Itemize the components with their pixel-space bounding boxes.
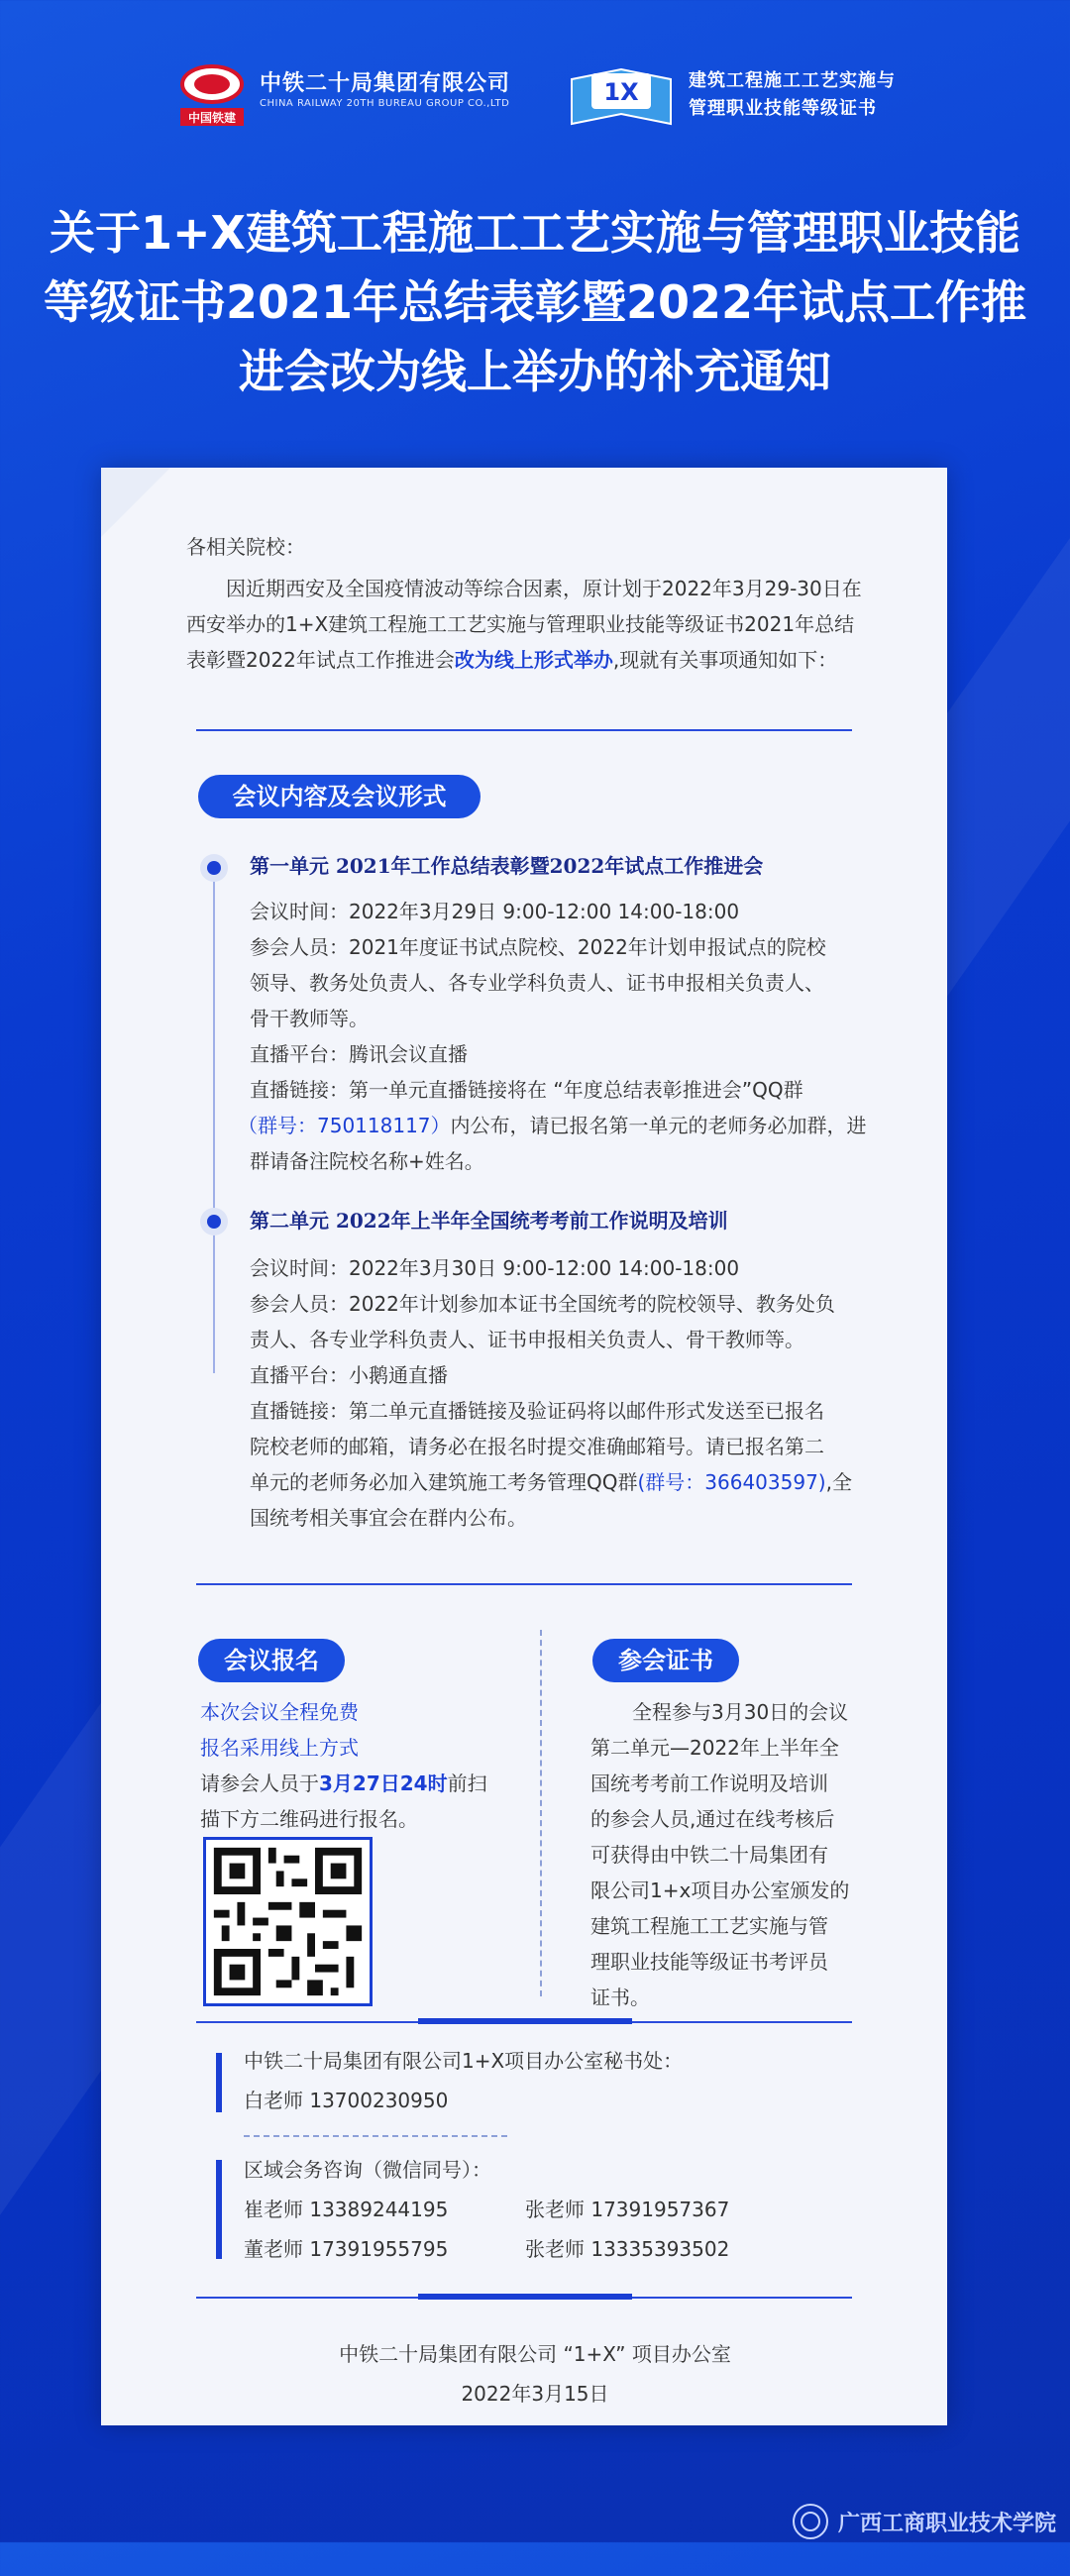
- unit1-platform: 直播平台：腾讯会议直播: [250, 1042, 468, 1066]
- unit1-time: 会议时间：2022年3月29日 9:00-12:00 14:00-18:00: [250, 900, 740, 923]
- unit2-participants: 参会人员：2022年计划参加本证书全国统考的院校领导、教务处负: [250, 1292, 835, 1316]
- unit1-link-3: 群请备注院校名称+姓名。: [250, 1149, 484, 1173]
- salutation: 各相关院校：: [186, 535, 305, 559]
- unit1-title: 第一单元 2021年工作总结表彰暨2022年试点工作推进会: [250, 854, 764, 878]
- qr-icon: [206, 1840, 370, 2003]
- intro-line-3: [186, 644, 837, 676]
- deadline-highlight: 3月27日24时: [319, 1771, 448, 1795]
- contact-zhang-2: 张老师 13335393502: [525, 2237, 730, 2261]
- unit1-link-2b: 内公布，请已报名第一单元的老师务必加群，进: [450, 1114, 867, 1137]
- timeline-line: [213, 868, 215, 1373]
- divider: [196, 1583, 852, 1585]
- unit2-participants-2: 责人、各专业学科负责人、证书申报相关负责人、骨干教师等。: [250, 1328, 804, 1351]
- column-divider: [540, 1630, 542, 1996]
- unit1-link-2: [238, 1110, 867, 1141]
- divider: [196, 729, 852, 731]
- book-1x-logo: [567, 59, 676, 131]
- divider-accent: [418, 2294, 632, 2300]
- cert-text-line: 理职业技能等级证书考评员: [590, 1950, 828, 1974]
- unit1-participants-2: 领导、教务处负责人、各专业学科负责人、证书申报相关负责人、: [250, 971, 824, 995]
- title-line-2: 等级证书2021年总结表彰暨2022年试点工作推: [43, 275, 1027, 329]
- title-line-1: 关于1+X建筑工程施工工艺实施与管理职业技能: [49, 206, 1020, 260]
- unit1-participants-3: 骨干教师等。: [250, 1007, 369, 1030]
- school-emblem-icon: [791, 2502, 830, 2541]
- certificate-pill: 参会证书: [592, 1639, 739, 1682]
- secretary-contact: 白老师 13700230950: [244, 2089, 449, 2112]
- register-scan: 描下方二维码进行报名。: [200, 1807, 418, 1831]
- cert-text-line: 限公司1+x项目办公室颁发的: [590, 1878, 850, 1902]
- section-meeting-pill: 会议内容及会议形式: [198, 775, 481, 818]
- online-highlight: 改为线上形式举办: [454, 648, 613, 672]
- card-corner: [101, 468, 170, 537]
- unit2-link-3c: ,全: [825, 1470, 852, 1494]
- unit2-link-4: 国统考相关事宜会在群内公布。: [250, 1506, 527, 1530]
- register-pill: 会议报名: [198, 1639, 345, 1682]
- unit1-link: 直播链接：第一单元直播链接将在 “年度总结表彰推进会”QQ群: [250, 1078, 803, 1102]
- regional-label: 区域会务咨询（微信同号）：: [244, 2158, 491, 2182]
- unit2-link: 直播链接：第二单元直播链接及验证码将以邮件形式发送至已报名: [250, 1399, 824, 1423]
- contact-bar: [216, 2053, 222, 2112]
- registration-qr-code[interactable]: [203, 1837, 373, 2006]
- intro-line-1: 因近期西安及全国疫情波动等综合因素，原计划于2022年3月29-30日在: [226, 577, 862, 600]
- school-name: 广西工商职业技术学院: [838, 2511, 1057, 2536]
- unit1-participants: 参会人员：2021年度证书试点院校、2022年计划申报试点的院校: [250, 935, 826, 959]
- contact-separator: [244, 2135, 507, 2137]
- cert-text-line: 全程参与3月30日的会议: [632, 1700, 849, 1724]
- company-name-en: CHINA RAILWAY 20TH BUREAU GROUP CO.,LTD: [260, 98, 510, 109]
- register-deadline-a: 请参会人员于: [200, 1771, 319, 1795]
- cert-text-line: 国统考考前工作说明及培训: [590, 1771, 828, 1795]
- contact-zhang-1: 张老师 17391957367: [525, 2198, 730, 2221]
- unit2-link-2: 院校老师的邮箱，请务必在报名时提交准确邮箱号。请已报名第二: [250, 1435, 824, 1458]
- header: [0, 54, 1070, 134]
- office-label: 中铁二十局集团有限公司1+X项目办公室秘书处：: [244, 2049, 684, 2073]
- title-line-3: 进会改为线上举办的补充通知: [239, 345, 831, 398]
- unit2-link-3: [250, 1466, 852, 1498]
- register-deadline: [200, 1768, 487, 1799]
- issuing-office: 中铁二十局集团有限公司 “1+X” 项目办公室: [339, 2342, 731, 2366]
- unit2-title: 第二单元 2022年上半年全国统考考前工作说明及培训: [250, 1209, 728, 1233]
- timeline-dot: [200, 854, 228, 882]
- company-name-cn: 中铁二十局集团有限公司: [260, 71, 511, 96]
- cert-text-line: 证书。: [590, 1986, 650, 2009]
- register-free: 本次会议全程免费: [200, 1700, 359, 1724]
- cert-text-line: 建筑工程施工工艺实施与管: [590, 1914, 828, 1938]
- crcc-logo: [176, 62, 248, 128]
- intro-line-2: 西安举办的1+X建筑工程施工工艺实施与管理职业技能等级证书2021年总结: [186, 612, 855, 636]
- page-title: [40, 198, 1030, 406]
- contact-bar: [216, 2160, 222, 2259]
- issue-date: 2022年3月15日: [461, 2382, 609, 2406]
- cert-badge: 1X: [603, 78, 639, 106]
- contact-dong: 董老师 17391955795: [244, 2237, 449, 2261]
- qq-group-1: （群号：750118117）: [238, 1114, 451, 1137]
- qq-group-2: (群号：366403597): [637, 1470, 826, 1494]
- cert-line-2: 管理职业技能等级证书: [689, 98, 877, 119]
- divider-accent: [418, 2018, 632, 2024]
- register-deadline-c: 前扫: [447, 1771, 487, 1795]
- cert-text-line: 的参会人员,通过在线考核后: [590, 1807, 835, 1831]
- contact-cui: 崔老师 13389244195: [244, 2198, 449, 2221]
- logo-text: 中国铁建: [187, 111, 237, 125]
- cert-text-line: 可获得由中铁二十局集团有: [590, 1843, 828, 1867]
- intro-line-3a: 表彰暨2022年试点工作推进会: [186, 648, 455, 672]
- intro-line-3c: ,现就有关事项通知如下：: [612, 648, 838, 672]
- timeline-dot: [200, 1208, 228, 1235]
- register-online: 报名采用线上方式: [200, 1736, 359, 1760]
- cert-line-1: 建筑工程施工工艺实施与: [689, 70, 896, 91]
- cert-text-line: 第二单元—2022年上半年全: [590, 1736, 839, 1760]
- unit2-link-3a: 单元的老师务必加入建筑施工考务管理QQ群: [250, 1470, 638, 1494]
- unit2-time: 会议时间：2022年3月30日 9:00-12:00 14:00-18:00: [250, 1256, 740, 1280]
- unit2-platform: 直播平台：小鹅通直播: [250, 1363, 448, 1387]
